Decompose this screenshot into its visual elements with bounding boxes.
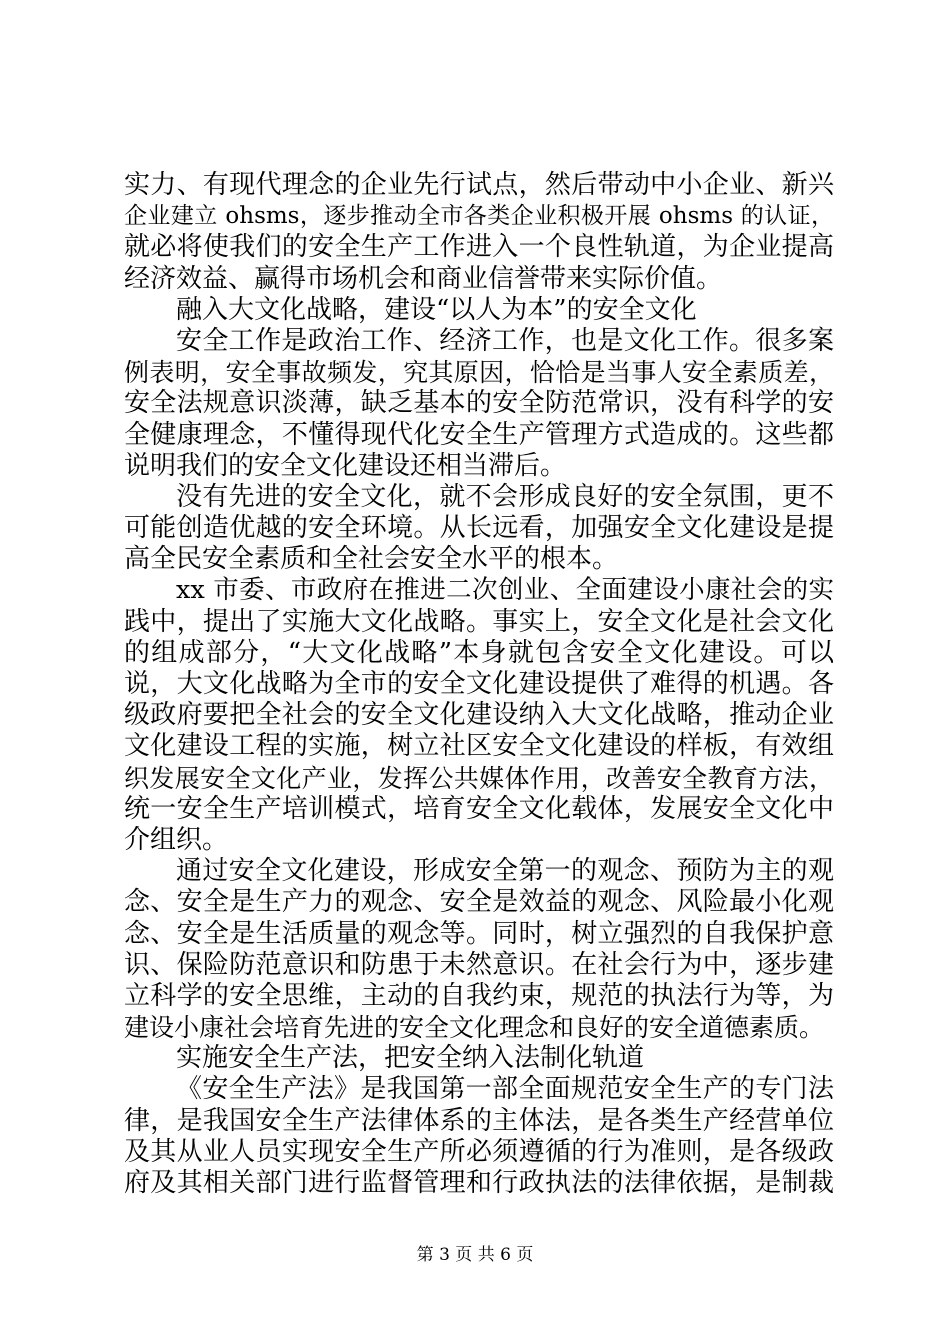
text-line: 企业建立 ohsms，逐步推动全市各类企业积极开展 ohsms 的认证， bbox=[124, 203, 834, 230]
text-line: 全健康理念，不懂得现代化安全生产管理方式造成的。这些都 bbox=[124, 419, 834, 450]
text-line: 经济效益、赢得市场机会和商业信誉带来实际价值。 bbox=[124, 263, 723, 294]
text-line: 说，大文化战略为全市的安全文化建设提供了难得的机遇。各 bbox=[124, 669, 834, 699]
body-text bbox=[124, 170, 834, 1199]
text-line: 识、保险防范意识和防患于未然意识。在社会行为中，逐步建 bbox=[124, 949, 834, 980]
text-line: 念、安全是生活质量的观念等。同时，树立强烈的自我保护意 bbox=[124, 918, 834, 949]
text-line: 级政府要把全社会的安全文化建设纳入大文化战略，推动企业 bbox=[124, 700, 834, 731]
text-line: 高全民安全素质和全社会安全水平的根本。 bbox=[124, 544, 619, 575]
text-line: 践中，提出了实施大文化战略。事实上，安全文化是社会文化 bbox=[124, 606, 834, 637]
page-footer: 第 3 页 共 6 页 bbox=[416, 1245, 534, 1265]
text-line: 统一安全生产培训模式，培育安全文化载体，发展安全文化中 bbox=[124, 793, 834, 824]
text-line: 立科学的安全思维，主动的自我约束，规范的执法行为等，为 bbox=[124, 980, 834, 1011]
text-line: 织发展安全文化产业，发挥公共媒体作用，改善安全教育方法， bbox=[124, 763, 834, 793]
text-line: 实力、有现代理念的企业先行试点，然后带动中小企业、新兴 bbox=[124, 170, 834, 200]
text-line: 通过安全文化建设，形成安全第一的观念、预防为主的观 bbox=[176, 856, 834, 887]
text-line: 介组织。 bbox=[124, 824, 229, 855]
text-line: 实施安全生产法，把安全纳入法制化轨道 bbox=[176, 1043, 645, 1074]
text-line: 文化建设工程的实施，树立社区安全文化建设的样板，有效组 bbox=[124, 731, 834, 762]
text-line: 安全法规意识淡薄，缺乏基本的安全防范常识，没有科学的安 bbox=[124, 388, 834, 419]
text-line: 的组成部分，“大文化战略”本身就包含安全文化建设。可以 bbox=[124, 637, 834, 668]
text-line: 府及其相关部门进行监督管理和行政执法的法律依据，是制裁 bbox=[124, 1168, 834, 1198]
text-line: 没有先进的安全文化，就不会形成良好的安全氛围，更不 bbox=[176, 481, 834, 512]
text-line: 可能创造优越的安全环境。从长远看，加强安全文化建设是提 bbox=[124, 513, 834, 544]
text-line: 说明我们的安全文化建设还相当滞后。 bbox=[124, 450, 567, 481]
text-line: 就必将使我们的安全生产工作进入一个良性轨道，为企业提高 bbox=[124, 232, 834, 263]
text-line: xx 市委、市政府在推进二次创业、全面建设小康社会的实 bbox=[176, 575, 834, 606]
text-line: 安全工作是政治工作、经济工作，也是文化工作。很多案 bbox=[176, 325, 834, 356]
text-line: 建设小康社会培育先进的安全文化理念和良好的安全道德素质。 bbox=[124, 1013, 825, 1043]
text-line: 例表明，安全事故频发，究其原因，恰恰是当事人安全素质差， bbox=[124, 358, 834, 388]
text-line: 《安全生产法》是我国第一部全面规范安全生产的专门法 bbox=[176, 1074, 834, 1105]
text-line: 及其从业人员实现安全生产所必须遵循的行为准则，是各级政 bbox=[124, 1136, 834, 1167]
text-line: 融入大文化战略，建设“以人为本”的安全文化 bbox=[176, 294, 697, 325]
text-line: 律，是我国安全生产法律体系的主体法，是各类生产经营单位 bbox=[124, 1105, 834, 1136]
text-line: 念、安全是生产力的观念、安全是效益的观念、风险最小化观 bbox=[124, 887, 834, 918]
